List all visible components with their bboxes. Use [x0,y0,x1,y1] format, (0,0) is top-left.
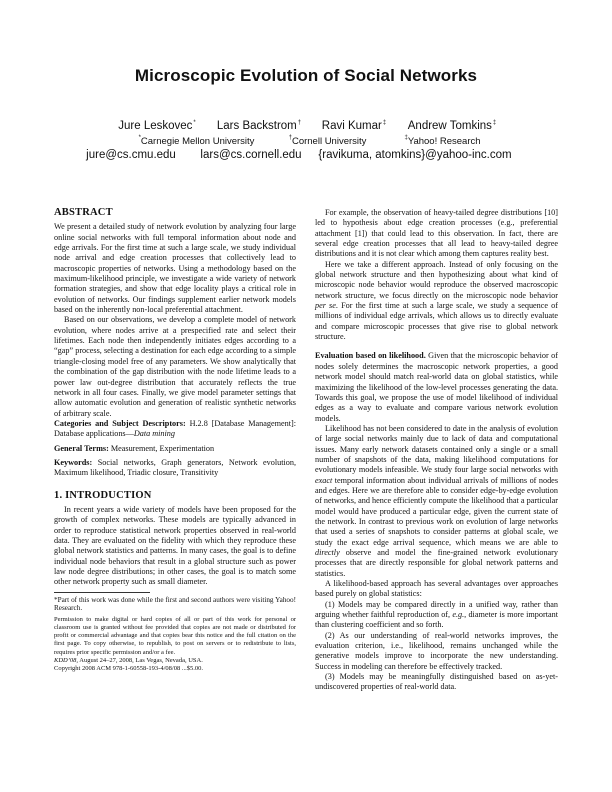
body-paragraph: (3) Models may be meaningfully distinguished based on as-yet-undiscovered properties of real-world data. [315,672,558,692]
body-paragraph: Here we take a different approach. Instead of only focusing on the global network structure and then hypothesizing about what kind of microscopic node behavior would reproduce the observed macroscopic network structure, we focus directly on the microscopic node behavior per se. For the first time at such a large scale, we study a sequence of millions of individual edge arrivals, which allows us to directly evaluate and compare microscopic processes that give rise to global network structure. [315,259,559,342]
affiliation: †Cornell University [288,135,367,147]
general-terms: General Terms: Measurement, Experimentation [54,443,215,453]
body-paragraph: (2) As our understanding of real-world networks improves, the evaluation criterion, i.e., likelihood, remains unchanged while the generative models improve to incorporate the new understanding. Success in modeling can therefore be effectively tracked. [315,630,558,671]
author-name: Jure Leskovec* [118,120,196,132]
author-name: Lars Backstrom† [216,120,302,132]
email: jure@cs.cmu.edu [86,149,176,161]
author-name: Andrew Tomkins‡ [407,120,497,132]
keywords: Keywords: Social networks, Graph generators, Network evolution, Maximum likelihood, Triadic closure, Transitivity [54,457,296,478]
permission-notice: Permission to make digital or hard copies of all or part of this work for personal or classroom use is granted without fee provided that copies are not made or distributed for profit or commercial advantage and that copies bear this notice and the full citation on the first page. To copy otherwise, to republish, to post on servers or to redistribute to lists, requires prior specific permission and/or a fee. [54,615,296,656]
venue-line: KDD’08, August 24–27, 2008, Las Vegas, Nevada, USA. [54,656,203,664]
author-name: Ravi Kumar‡ [321,120,387,132]
body-paragraph: Evaluation based on likelihood. Given that the microscopic behavior of nodes solely determines the macroscopic network properties, a good network model should match real-world data on global statistics, while maximizing the likelihood of the low-level processes generating the data. Towards this goal, we propose the use of model likelihood of individual edges as a way to evaluate and compare various network evolution models. [315,351,558,423]
footnote: *Part of this work was done while the first and second authors were visiting Yahoo! Research. [54,595,296,613]
intro-paragraph: In recent years a wide variety of models have been proposed for the growth of complex networks. These models are typically advanced in order to reproduce statistical network properties observed in real-world data. They are evaluated on the fidelity with which they reproduce these global network statistics and patterns. In many cases, the goal is to define individual node behaviors that result in a global structure such as power law node degree distributions; in other cases, the goal is to match some other network property such as small diameter. [54,504,296,587]
body-paragraph: A likelihood-based approach has several advantages over approaches based purely on global statistics: [315,579,558,599]
section-heading: 1. INTRODUCTION [54,489,152,501]
paper-title: Microscopic Evolution of Social Networks [134,66,478,85]
body-paragraph: Likelihood has not been considered to date in the analysis of evolution of large social networks mainly due to lack of data and computational issues. Many early network datasets contained only a single or a small number of snapshots of the data, making likelihood computations for evolutionary models infeasible. We study four large social networks with exact temporal information about individual arrivals of millions of nodes and edges. Here we are therefore able to consider edge-by-edge evolution of networks, and hence efficiently compute the likelihood that a particular model would have produced a particular edge, given the current state of the network. In contrast to previous work on evolution of large networks that used a series of snapshots to consider patterns at global scale, we study the exact edge arrival sequence, which means we are able to directly observe and model the fine-grained network evolutionary processes that are directly responsible for global network patterns and statistics. [315,423,558,578]
affiliation: *Carnegie Mellon University [138,135,255,147]
author-names [0,120,612,136]
abstract-heading: ABSTRACT [54,207,113,218]
body-paragraph: For example, the observation of heavy-tailed degree distributions [10] led to hypothesis about edge creation processes (e.g., preferential attachment [1]) that could lead to this observation. In fact, there are several edge creation processes that all lead to heavy-tailed degree distributions and it is not clear which among them captures reality best. [315,208,558,259]
email: {ravikuma, atomkins}@yahoo-inc.com [318,149,512,161]
footnote-rule [54,592,150,593]
run-in-heading: Evaluation based on likelihood. [315,351,426,361]
author-emails [0,149,612,165]
body-paragraph: (1) Models may be compared directly in a unified way, rather than arguing whether faithful reproduction of, e.g., diameter is more important than clustering coefficient and so forth. [315,599,558,630]
categories: Categories and Subject Descriptors: H.2.8 [Database Management]: Database applications—Data mining [54,418,297,439]
copyright-line: Copyright 2008 ACM 978-1-60558-193-4/08/08 ...$5.00. [54,665,203,673]
affiliation: ‡Yahoo! Research [404,135,481,147]
abstract-paragraph: We present a detailed study of network evolution by analyzing four large online social networks with full temporal information about node and edge arrivals. For the first time at such a large scale, we study individual node arrival and edge creation processes that collectively lead to macroscopic properties of networks. Using a methodology based on the maximum-likelihood principle, we investigate a wide variety of network formation strategies, and show that edge locality plays a critical role in evolution of networks. Our findings supplement earlier network models based on the inherently non-local preferential attachment. [54,222,296,315]
email: lars@cs.cornell.edu [200,149,302,161]
abstract-paragraph: Based on our observations, we develop a complete model of network evolution, where nodes arrive at a prespecified rate and select their lifetimes. Each node then independently initiates edges according to a “gap” process, selecting a destination for each edge according to a simple triangle-closing model free of any parameters. We show analytically that the combination of the gap distribution with the node lifetime leads to a power law out-degree distribution that accurately reflects the true network in all four cases. Finally, we give model parameter settings that allow automatic evolution and generation of realistic synthetic networks of arbitrary scale. [54,315,296,418]
left-column [54,208,296,673]
right-column [315,208,558,693]
